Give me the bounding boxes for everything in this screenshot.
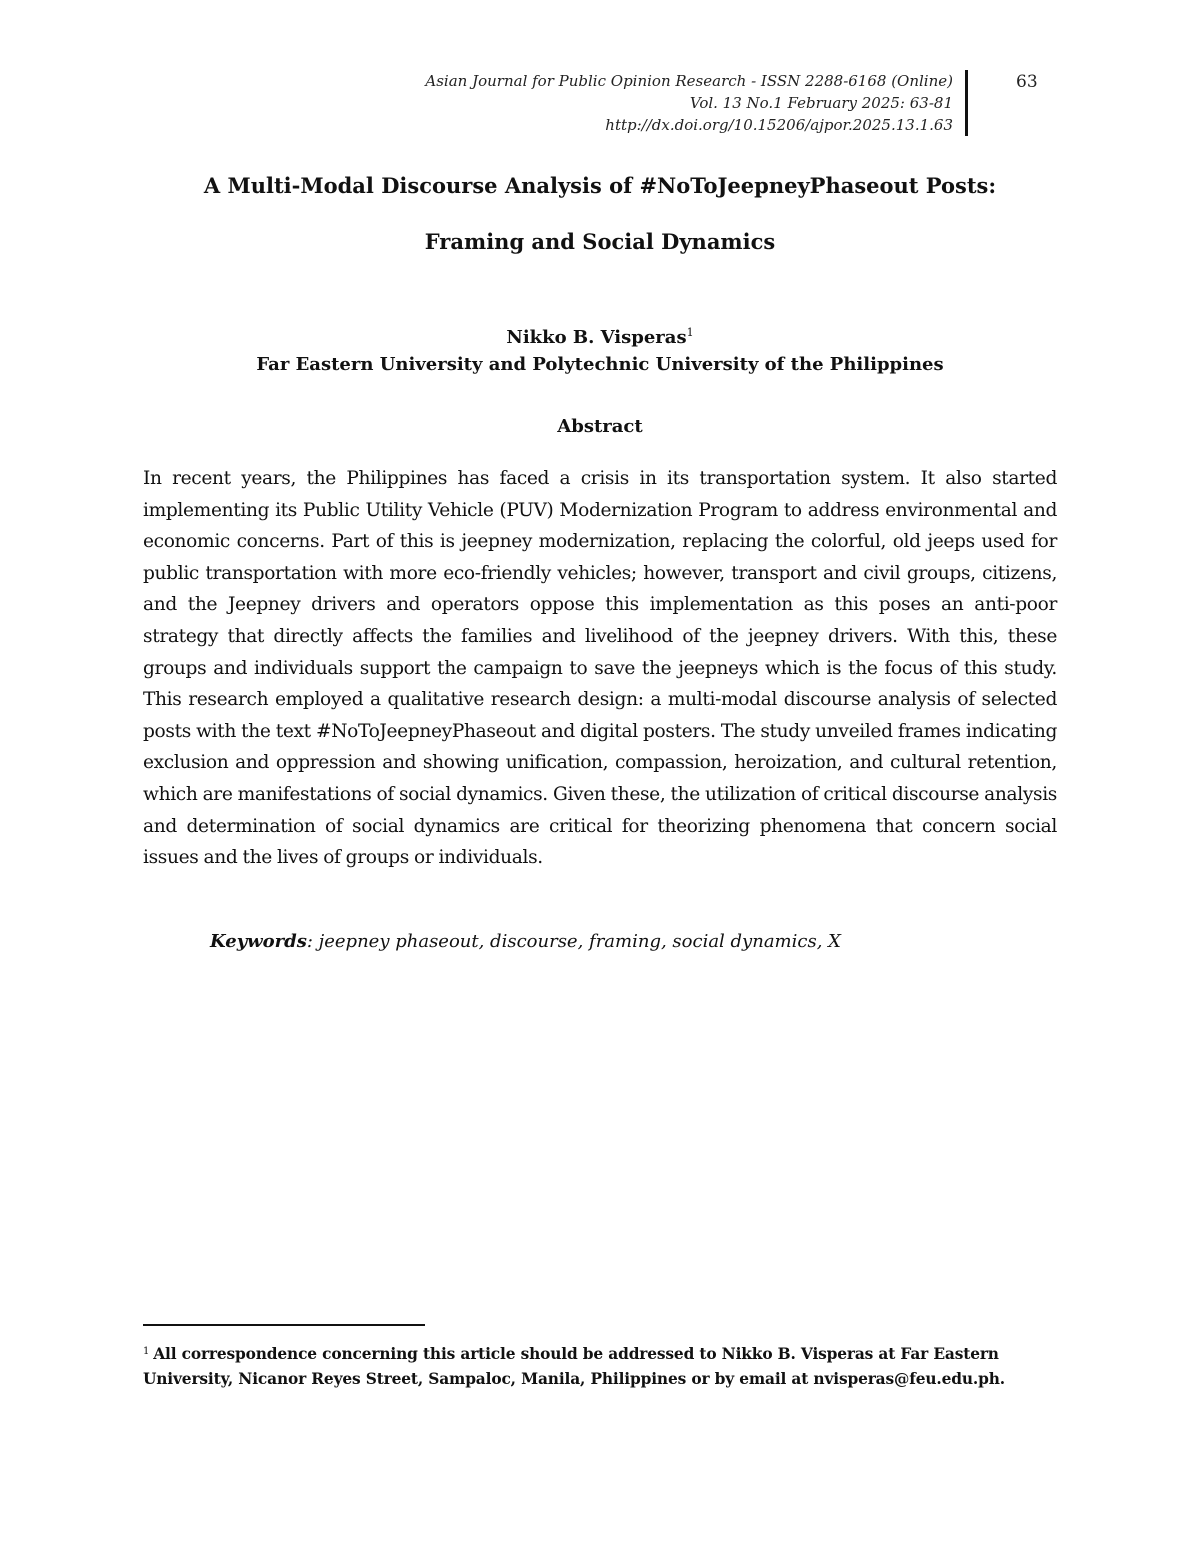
author-affiliation: Far Eastern University and Polytechnic University of the Philippines [256,354,944,375]
author-name [143,320,1057,351]
doi-link[interactable]: http://dx.doi.org/10.15206/ajpor.2025.13.1.63 [605,116,953,134]
abstract-heading: Abstract [557,416,643,437]
author-footnote-mark[interactable]: 1 [686,326,694,339]
keywords-label: Keywords [210,931,307,952]
running-header [425,70,968,136]
footnote-text: All correspondence concerning this article should be addressed to Nikko B. Visperas at Far Eastern University, Nicanor Reyes Street, Sampaloc, Manila, Philippines or by email at nvisperas@feu.edu.ph. [143,1345,1005,1388]
footnote-divider [143,1324,425,1326]
author-name-text: Nikko B. Visperas [506,327,687,348]
article-title-line-1: A Multi-Modal Discourse Analysis of #NoToJeepneyPhaseout Posts: [203,173,997,198]
page-number: 63 [1016,72,1038,92]
volume-info: Vol. 13 No.1 February 2025: 63-81 [689,94,953,112]
keywords-separator: : [306,931,313,952]
keywords-list: jeepney phaseout, discourse, framing, social dynamics, X [312,931,841,952]
footnote-mark: 1 [143,1346,150,1357]
article-title-line-2: Framing and Social Dynamics [424,229,776,254]
abstract-body: In recent years, the Philippines has faced a crisis in its transportation system. It also started implementing its Public Utility Vehicle (PUV) Modernization Program to address environmental and economic concerns. Part of this is jeepney modernization, replacing the colorful, old jeeps used for public transportation with more eco-friendly vehicles; however, transport and civil groups, citizens, and the Jeepney drivers and operators oppose this implementation as this poses an anti-poor strategy that directly affects the families and livelihood of the jeepney drivers. With this, these groups and individuals support the campaign to save the jeepneys which is the focus of this study. This research employed a qualitative research design: a multi-modal discourse analysis of selected posts with the text #NoToJeepneyPhaseout and digital posters. The study unveiled frames indicating exclusion and oppression and showing unification, compassion, heroization, and cultural retention, which are manifestations of social dynamics. Given these, the utilization of critical discourse analysis and determination of social dynamics are critical for theorizing phenomena that concern social issues and the lives of groups or individuals. [143,468,1057,869]
keywords-line [210,928,1070,956]
footnote [143,1339,1057,1392]
journal-name: Asian Journal for Public Opinion Research - ISSN 2288-6168 (Online) [425,72,953,90]
